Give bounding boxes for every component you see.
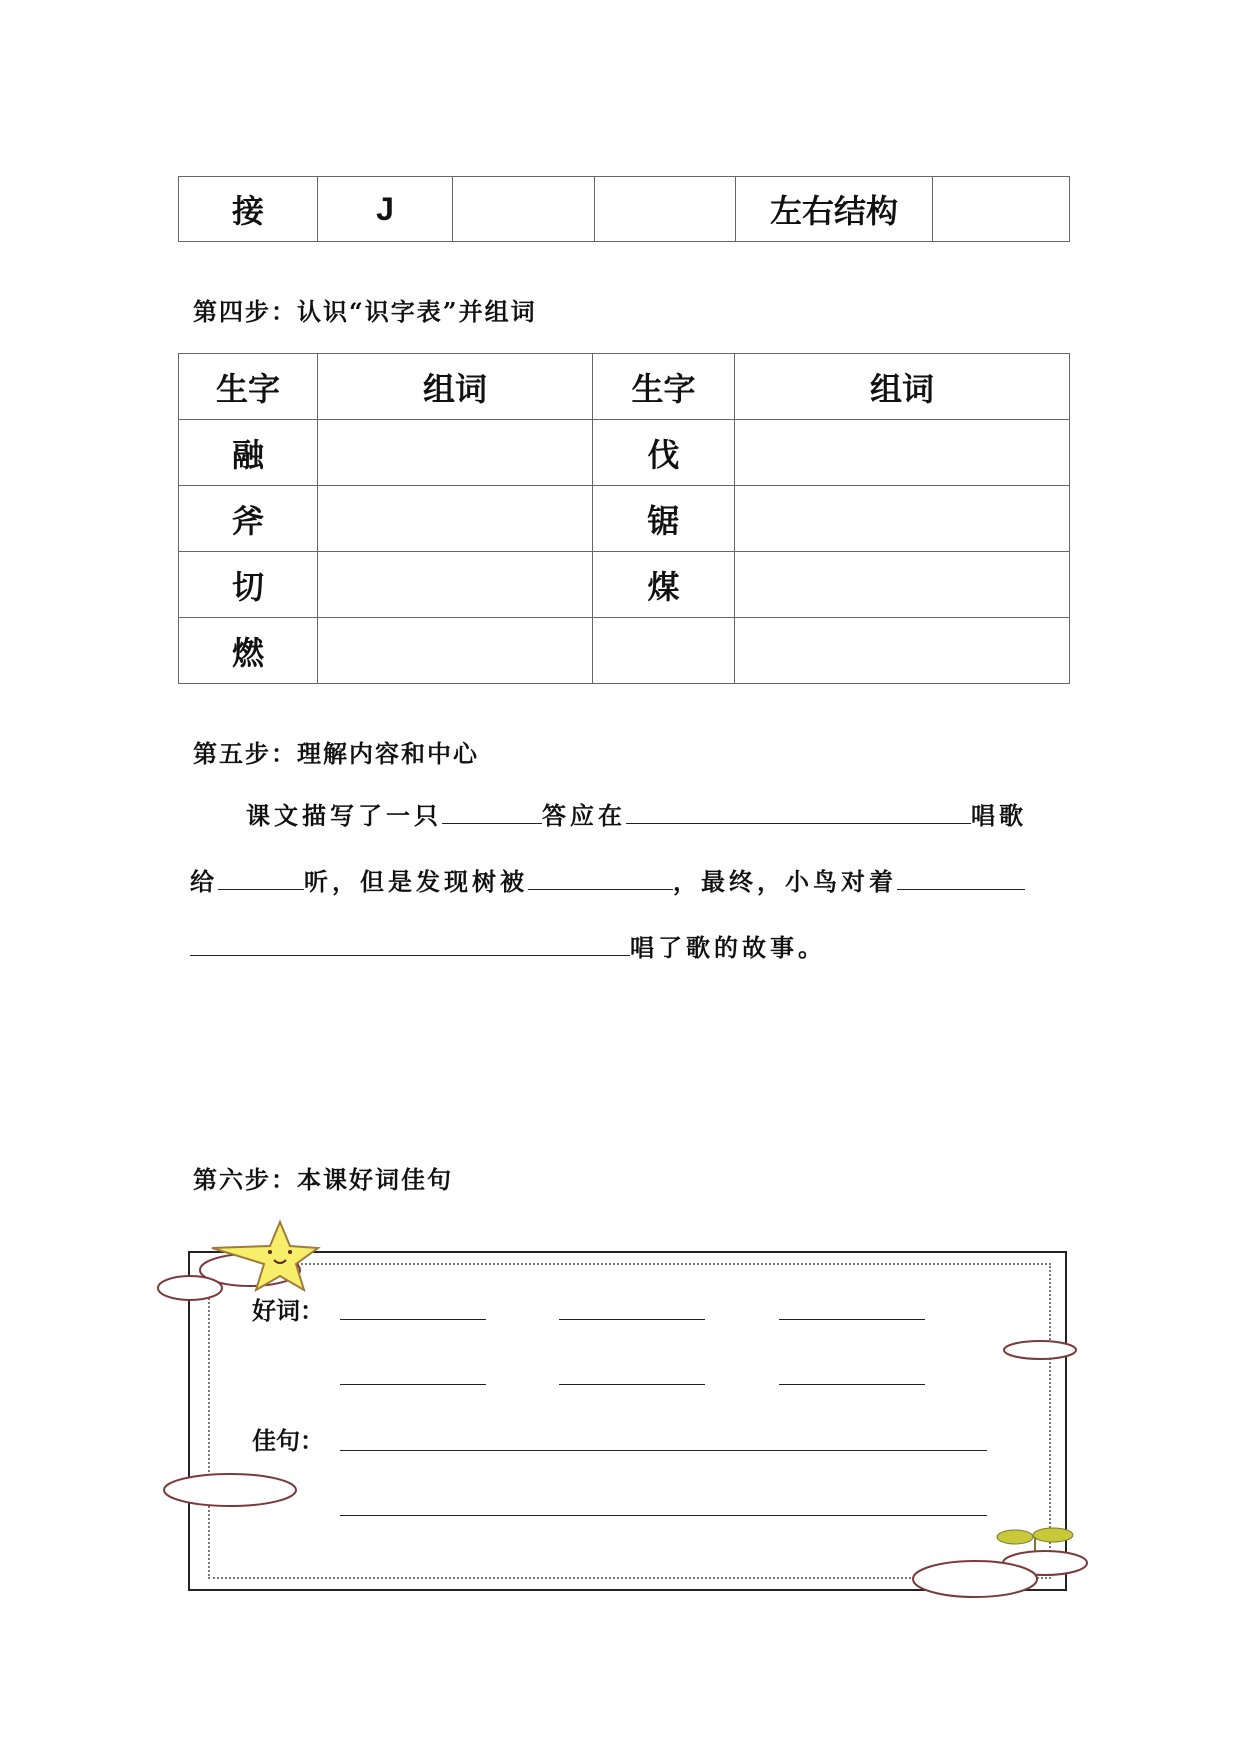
character-cell: 切: [179, 552, 318, 618]
character-cell: 燃: [179, 618, 318, 684]
good-words-label: 好词：: [252, 1296, 324, 1325]
character-structure-table: [178, 176, 1070, 242]
table-header-row: [179, 354, 1070, 420]
character-cell: 锯: [593, 486, 735, 552]
table-row: [179, 552, 1070, 618]
word-formation-table: [178, 353, 1070, 684]
sprout-cloud-decoration: [905, 1525, 1105, 1605]
word-cell[interactable]: [318, 618, 593, 684]
word-cell[interactable]: [318, 420, 593, 486]
table-cell[interactable]: [933, 177, 1070, 242]
table-row: [179, 486, 1070, 552]
text: ，最终，小鸟对着: [673, 867, 897, 896]
character-cell: [593, 618, 735, 684]
step4-heading: 第四步：认识“识字表”并组词: [193, 297, 537, 326]
comprehension-paragraph: [190, 783, 1070, 981]
word-cell[interactable]: [735, 486, 1070, 552]
character-cell: 煤: [593, 552, 735, 618]
step6-heading: 第六步：本课好词佳句: [193, 1165, 453, 1194]
sentence-blank[interactable]: [340, 1450, 987, 1451]
character-cell: 伐: [593, 420, 735, 486]
table-row: [179, 177, 1070, 242]
table-row: [179, 420, 1070, 486]
character-cell: 斧: [179, 486, 318, 552]
header-cell: 组词: [735, 354, 1070, 420]
leaf-icon: [1033, 1528, 1073, 1542]
word-cell[interactable]: [318, 552, 593, 618]
header-cell: 生字: [593, 354, 735, 420]
table-row: [179, 618, 1070, 684]
fill-blank[interactable]: [190, 929, 630, 956]
fill-blank[interactable]: [626, 797, 971, 824]
word-blank[interactable]: [779, 1319, 925, 1320]
character-cell: 融: [179, 420, 318, 486]
text: 唱歌: [971, 801, 1027, 830]
header-cell: 组词: [318, 354, 593, 420]
table-cell: 左右结构: [736, 177, 933, 242]
cloud-icon: [160, 1468, 300, 1513]
good-sentences-label: 佳句：: [252, 1426, 324, 1455]
table-cell: 接: [179, 177, 318, 242]
word-blank[interactable]: [779, 1384, 925, 1385]
table-cell: J: [318, 177, 453, 242]
text: 答应在: [542, 801, 626, 830]
text: 唱了歌的故事。: [630, 933, 826, 962]
fill-blank[interactable]: [218, 863, 304, 890]
fill-blank[interactable]: [442, 797, 542, 824]
star-cloud-decoration: [150, 1210, 350, 1320]
text: 听，但是发现树被: [304, 867, 528, 896]
word-cell[interactable]: [735, 420, 1070, 486]
word-cell[interactable]: [735, 618, 1070, 684]
fill-blank[interactable]: [528, 863, 673, 890]
cloud-icon: [1000, 1335, 1080, 1365]
text: 课文描写了一只: [246, 801, 442, 830]
leaf-icon: [997, 1530, 1033, 1544]
fill-blank[interactable]: [897, 863, 1025, 890]
word-blank[interactable]: [340, 1319, 486, 1320]
text: 给: [190, 867, 218, 896]
word-blank[interactable]: [340, 1384, 486, 1385]
table-cell[interactable]: [595, 177, 736, 242]
step5-heading: 第五步：理解内容和中心: [193, 739, 479, 768]
word-blank[interactable]: [559, 1319, 705, 1320]
word-blank[interactable]: [559, 1384, 705, 1385]
word-cell[interactable]: [735, 552, 1070, 618]
sentence-blank[interactable]: [340, 1515, 987, 1516]
table-cell[interactable]: [453, 177, 595, 242]
word-cell[interactable]: [318, 486, 593, 552]
header-cell: 生字: [179, 354, 318, 420]
